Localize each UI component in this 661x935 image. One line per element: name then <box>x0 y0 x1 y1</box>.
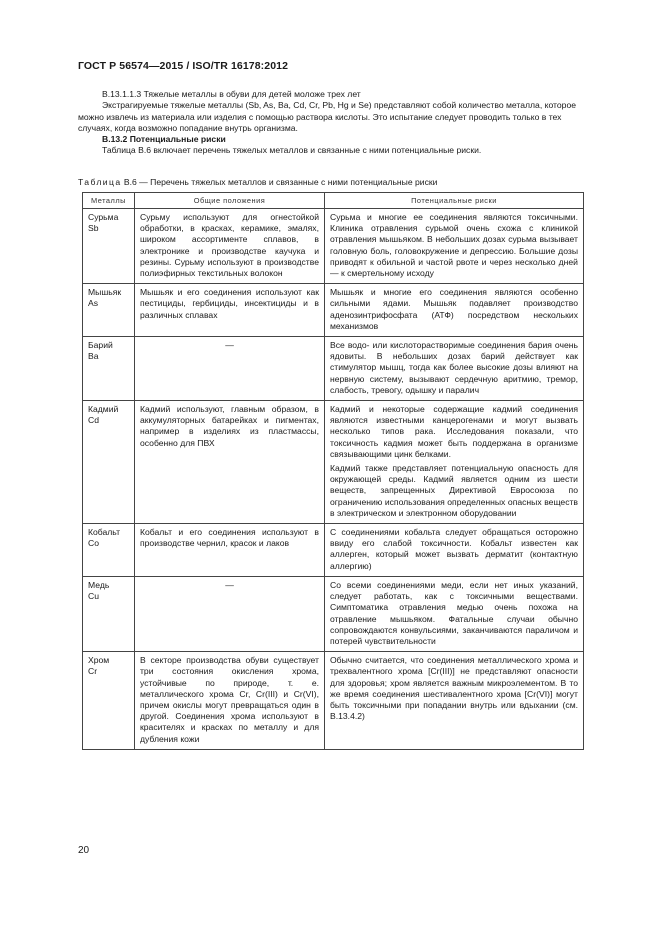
general-cell: Кобальт и его соединения используют в производстве чернил, красок и лаков <box>135 524 325 577</box>
table-row <box>83 576 584 651</box>
metal-symbol: Cu <box>88 591 99 602</box>
metal-symbol: Cr <box>88 666 98 677</box>
section-paragraph: Таблица B.6 включает перечень тяжелых металлов и связанные с ними потенциальные риски. <box>102 145 482 156</box>
metal-name: Кобальт <box>88 527 121 538</box>
document-header: ГОСТ Р 56574—2015 / ISO/TR 16178:2012 <box>78 60 289 72</box>
header-metals: Металлы <box>83 193 135 209</box>
clause-paragraph: Экстрагируемые тяжелые металлы (Sb, As, Ba, Cd, Cr, Pb, Hg и Se) представляют собой количество металла, которое можно извлечь из материала или изделия с помощью раствора кислоты. Это испытание следует проводить только в тех случаях, когда возможно попадание внутрь организма. <box>78 100 577 133</box>
general-cell: В секторе производства обуви существует три состояния окисления хрома, устойчивые по природе, т. е. металлического хрома Cr, Cr(III) и Cr(VI), причем окислы могут превращаться один в другой. Соединения хрома используют в красителях и красках по металлу и для дубления кожи <box>135 652 325 750</box>
table-caption-label: Таблица <box>78 177 122 187</box>
general-cell: — <box>135 576 325 651</box>
metal-name: Сурьма <box>88 212 119 222</box>
clause-heading: B.13.1.1.3 Тяжелые металлы в обуви для детей моложе трех лет <box>102 89 361 99</box>
metal-symbol: Co <box>88 538 99 549</box>
metal-name: Хром <box>88 655 110 666</box>
metal-cell <box>83 284 135 337</box>
risk-cell <box>325 576 584 651</box>
general-cell: — <box>135 337 325 401</box>
intro-section <box>78 89 588 157</box>
header-general: Общие положения <box>135 193 325 209</box>
header-risks: Потенциальные риски <box>325 193 584 209</box>
table-row <box>83 209 584 284</box>
metal-symbol: Cd <box>88 415 99 426</box>
risk-text: Кадмий также представляет потенциальную опасность для окружающей среды. Кадмий является одним из шести веществ, запрещенных Директивой Евросоюза по ограничению использования определенных опасных веществ в электрическом и электронном оборудовании <box>330 463 578 518</box>
section-heading: B.13.2 Потенциальные риски <box>102 134 226 145</box>
metal-symbol: Sb <box>88 223 99 234</box>
metal-cell <box>83 209 135 284</box>
metal-name: Медь <box>88 579 110 590</box>
metal-name: Барий <box>88 340 113 351</box>
table-row <box>83 652 584 750</box>
table-row <box>83 524 584 577</box>
table-row <box>83 401 584 524</box>
risk-cell <box>325 209 584 284</box>
metal-cell <box>83 576 135 651</box>
risk-text: Кадмий и некоторые содержащие кадмий соединения являются известными канцерогенами и могут вызвать несколько типов рака. Исследования показали, что токсичность кадмия может быть поддержана в организме связывающими цинк белками. <box>330 404 578 459</box>
metals-table <box>82 192 584 750</box>
risk-cell <box>325 524 584 577</box>
metal-name: Мышьяк <box>88 287 122 298</box>
table-row <box>83 337 584 401</box>
risk-text: Сурьма и многие ее соединения являются токсичными. Клиника отравления сурьмой очень схожа с клиникой отравления мышьяком. В небольших дозах сурьма вызывает головную боль, головокружение и депрессию. Большие дозы приводят к обильной и частой рвоте и через несколько дней — к смертельному исходу <box>330 212 578 279</box>
risk-text: Мышьяк и многие его соединения являются особенно сильными ядами. Мышьяк подавляет производство аденозинтрифосфата (АТФ) посредством нескольких механизмов <box>330 287 578 331</box>
risk-cell <box>325 652 584 750</box>
risk-text: Все водо- или кислоторастворимые соединения бария очень ядовиты. В небольших дозах барий действует как стимулятор мышц, тогда как более высокие дозы влияют на нервную систему, вызывают сердечную аритмию, тремор, слабость, тревогу, одышку и паралич <box>330 340 578 395</box>
general-cell: Сурьму используют для огнестойкой обработки, в красках, керамике, эмалях, широком ассортименте сплавов, в электронике и производстве каучука и резины. Сурьму используют в производстве полиэфирных текстильных волокон <box>135 209 325 284</box>
general-cell: Кадмий используют, главным образом, в аккумуляторных батарейках и пигментах, например в изделиях из пластмассы, особенно для ПВХ <box>135 401 325 524</box>
table-header-row <box>83 193 584 209</box>
page-number: 20 <box>78 845 90 856</box>
table-caption <box>78 177 437 187</box>
metal-symbol: Ba <box>88 351 99 362</box>
risk-text: С соединениями кобальта следует обращаться осторожно ввиду его слабой токсичности. Кобальт известен как аллерген, который может вызвать дерматит (контактную аллергию) <box>330 527 578 571</box>
metal-cell <box>83 524 135 577</box>
metal-cell <box>83 337 135 401</box>
table-caption-text: B.6 — Перечень тяжелых металлов и связанные с ними потенциальные риски <box>123 177 438 187</box>
risk-cell <box>325 401 584 524</box>
metal-name: Кадмий <box>88 404 119 415</box>
metal-symbol: As <box>88 298 99 309</box>
risk-cell <box>325 337 584 401</box>
table-row <box>83 284 584 337</box>
risk-text: Обычно считается, что соединения металлического хрома и трехвалентного хрома [Cr(III)] не представляют опасности для здоровья; хром является важным микроэлементом. В то же время соединения шестивалентного хрома [Cr(VI)] могут быть токсичными при попадании внутрь или вдыхании (см. B.13.4.2) <box>330 655 578 722</box>
metal-cell <box>83 401 135 524</box>
risk-text: Со всеми соединениями меди, если нет иных указаний, следует работать, как с токсичными веществами. Симптоматика отравления медью очень похожа на отравление мышьяком. Фатальные случаи обычно сопровождаются конвульсиями, заканчиваются параличом и потерей чувствительности <box>330 579 578 646</box>
risk-cell <box>325 284 584 337</box>
metal-cell <box>83 652 135 750</box>
general-cell: Мышьяк и его соединения используют как пестициды, гербициды, инсектициды и в различных сплавах <box>135 284 325 337</box>
